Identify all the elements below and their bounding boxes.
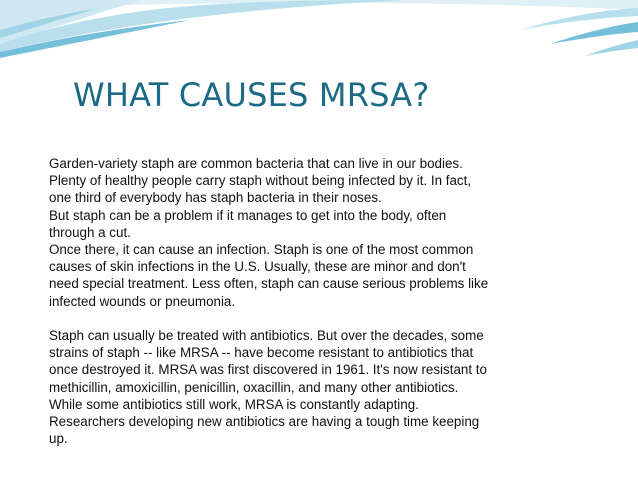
text-line: Once there, it can cause an infection. Staph is one of the most common [49, 242, 474, 258]
text-line: strains of staph -- like MRSA -- have become resistant to antibiotics that [49, 345, 474, 361]
text-line: through a cut. [49, 224, 131, 240]
text-line: up. [49, 431, 68, 447]
body-text [49, 155, 519, 447]
text-line: Researchers developing new antibiotics are having a tough time keeping [49, 414, 480, 430]
text-line: one third of everybody has staph bacteria in their noses. [49, 190, 382, 206]
text-line: But staph can be a problem if it manages to get into the body, often [49, 207, 447, 223]
paragraph-gap [49, 310, 519, 327]
text-line: Plenty of healthy people carry staph without being infected by it. In fact, [49, 173, 472, 189]
text-line: once destroyed it. MRSA was first discovered in 1961. It's now resistant to [49, 362, 487, 378]
header-wave-decoration [0, 0, 638, 80]
text-line: causes of skin infections in the U.S. Usually, these are minor and don't [49, 259, 466, 275]
text-line: Garden-variety staph are common bacteria that can live in our bodies. [49, 156, 463, 171]
page-title: WHAT CAUSES MRSA? [73, 76, 430, 114]
text-line: methicillin, amoxicillin, penicillin, oxacillin, and many other antibiotics. [49, 379, 459, 395]
text-line: While some antibiotics still work, MRSA is constantly adapting. [49, 396, 419, 412]
text-line: Staph can usually be treated with antibiotics. But over the decades, some [49, 328, 484, 344]
text-line: infected wounds or pneumonia. [49, 293, 236, 309]
text-line: need special treatment. Less often, staph can cause serious problems like [49, 276, 489, 292]
